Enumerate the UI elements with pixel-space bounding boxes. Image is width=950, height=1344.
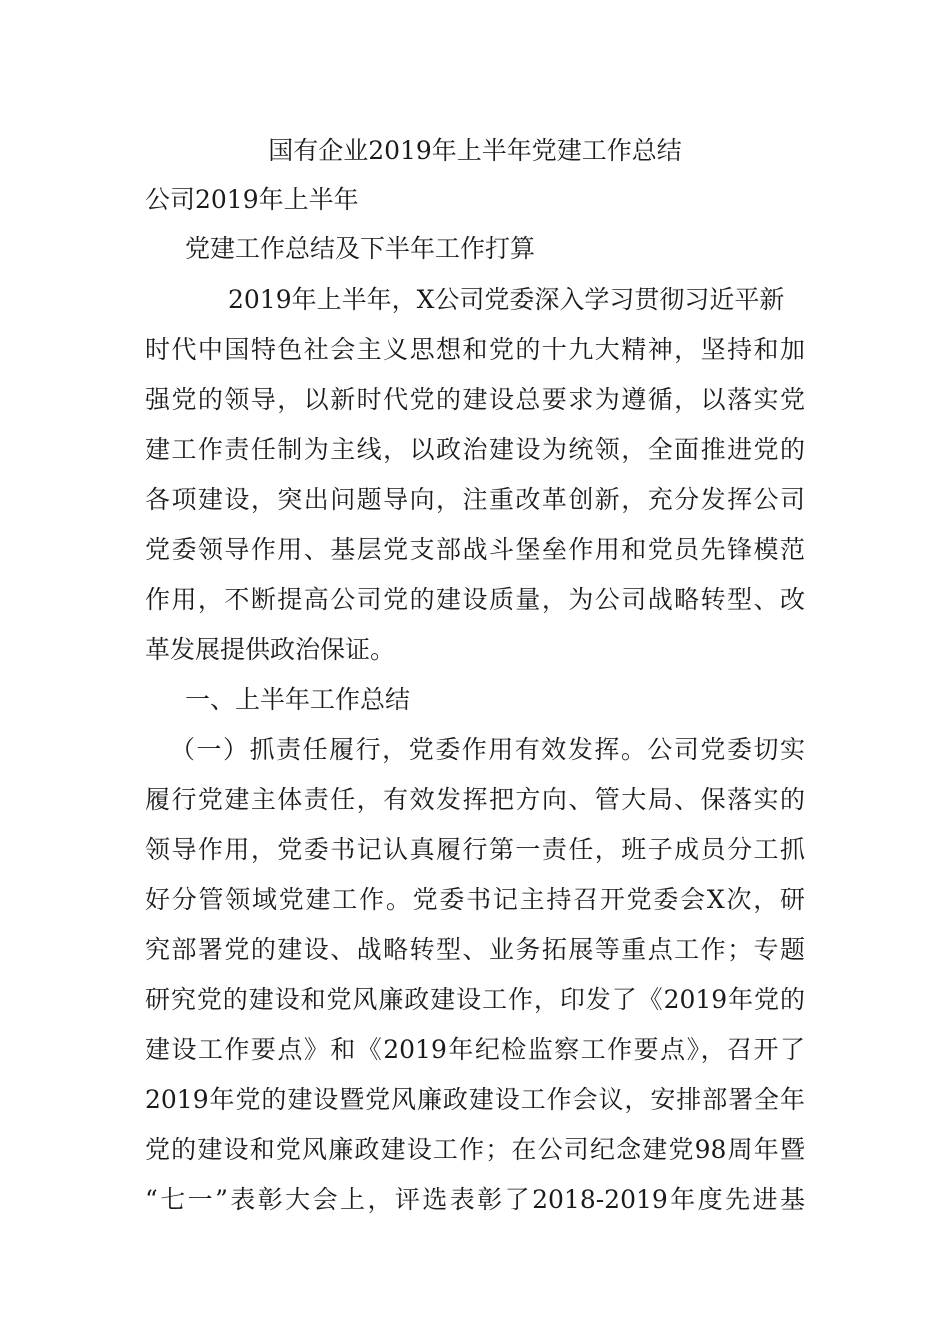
paragraph-line: （一）抓责任履行，党委作用有效发挥。公司党委切实 <box>170 735 805 764</box>
paragraph-line: 强党的领导，以新时代党的建设总要求为遵循，以落实党 <box>145 385 805 414</box>
paragraph-line: 2019年党的建设暨党风廉政建设工作会议，安排部署全年 <box>145 1085 805 1114</box>
paragraph-line: 领导作用，党委书记认真履行第一责任，班子成员分工抓 <box>145 835 805 864</box>
paragraph-line: 作用，不断提高公司党的建设质量，为公司战略转型、改 <box>145 585 805 614</box>
paragraph-line: 建工作责任制为主线，以政治建设为统领，全面推进党的 <box>145 435 805 464</box>
section-heading: 一、上半年工作总结 <box>185 685 411 714</box>
paragraph-line: 2019年上半年，X公司党委深入学习贯彻习近平新 <box>228 285 785 314</box>
paragraph-line: 各项建设，突出问题导向，注重改革创新，充分发挥公司 <box>145 485 805 514</box>
paragraph-line: 党的建设和党风廉政建设工作；在公司纪念建党98周年暨 <box>145 1135 805 1164</box>
paragraph-line: 革发展提供政治保证。 <box>145 635 396 664</box>
subtitle-line-1: 公司2019年上半年 <box>145 185 359 214</box>
paragraph-line: 建设工作要点》和《2019年纪检监察工作要点》，召开了 <box>145 1035 805 1064</box>
paragraph-line: 时代中国特色社会主义思想和党的十九大精神，坚持和加 <box>145 335 805 364</box>
paragraph-line: “七一”表彰大会上，评选表彰了2018-2019年度先进基 <box>145 1185 805 1214</box>
paragraph-line: 究部署党的建设、战略转型、业务拓展等重点工作；专题 <box>145 935 805 964</box>
document-title: 国有企业2019年上半年党建工作总结 <box>268 136 682 165</box>
subtitle-line-2: 党建工作总结及下半年工作打算 <box>185 234 536 263</box>
paragraph-line: 党委领导作用、基层党支部战斗堡垒作用和党员先锋模范 <box>145 535 805 564</box>
paragraph-line: 研究党的建设和党风廉政建设工作，印发了《2019年党的 <box>145 985 805 1014</box>
paragraph-line: 履行党建主体责任，有效发挥把方向、管大局、保落实的 <box>145 785 805 814</box>
paragraph-line: 好分管领域党建工作。党委书记主持召开党委会X次，研 <box>145 885 805 914</box>
